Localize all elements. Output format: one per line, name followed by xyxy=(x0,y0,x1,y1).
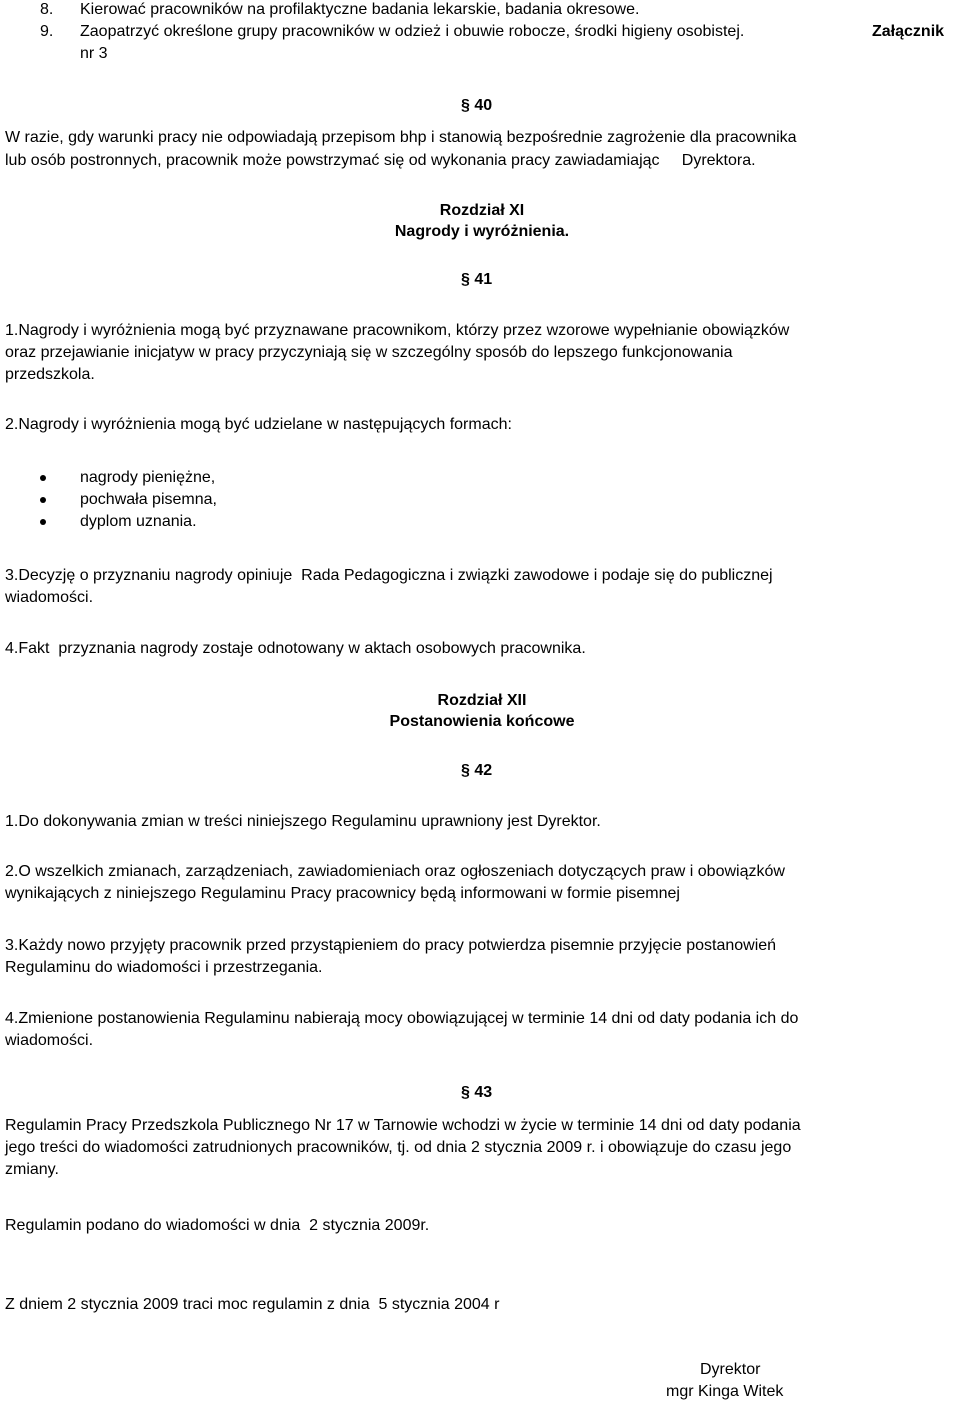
section-title-40: § 40 xyxy=(461,97,493,114)
paragraph-line: wiadomości. xyxy=(5,1032,94,1049)
paragraph-line: oraz przejawianie inicjatyw w pracy przyczyniają się w szczególny sposób do lepszego funkcjonowania xyxy=(5,344,733,361)
signature-name: mgr Kinga Witek xyxy=(666,1383,784,1400)
list-item-text: Zaopatrzyć określone grupy pracowników w odzież i obuwie robocze, środki higieny osobistej. xyxy=(80,23,745,40)
paragraph-line: zmiany. xyxy=(5,1161,59,1178)
list-item-text: Kierować pracowników na profilaktyczne badania lekarskie, badania okresowe. xyxy=(80,1,640,18)
paragraph-line: 2.O wszelkich zmianach, zarządzeniach, zawiadomieniach oraz ogłoszeniach dotyczących praw i obowiązków xyxy=(5,863,785,880)
chapter-heading: Rozdział XI xyxy=(439,202,525,219)
paragraph-line: 3.Każdy nowo przyjęty pracownik przed przystąpieniem do pracy potwierdza pisemnie przyjęcie postanowień xyxy=(5,937,777,954)
list-item: dyplom uznania. xyxy=(80,513,197,530)
chapter-subheading: Nagrody i wyróżnienia. xyxy=(394,223,570,240)
paragraph-line: Z dniem 2 stycznia 2009 traci moc regulamin z dnia 5 stycznia 2004 r xyxy=(5,1296,500,1313)
annex-label: Załącznik xyxy=(872,23,945,40)
paragraph-line: 3.Decyzję o przyznaniu nagrody opiniuje Rada Pedagogiczna i związki zawodowe i podaje się do publicznej xyxy=(5,567,773,584)
paragraph-line: jego treści do wiadomości zatrudnionych pracowników, tj. od dnia 2 stycznia 2009 r. i obowiązuje do czasu jego xyxy=(5,1139,792,1156)
paragraph-line: W razie, gdy warunki pracy nie odpowiadają przepisom bhp i stanowią bezpośrednie zagrożenie dla pracownika xyxy=(5,129,797,146)
bullet-icon xyxy=(40,519,46,525)
chapter-subheading: Postanowienia końcowe xyxy=(389,713,575,730)
list-number: 9. xyxy=(40,23,54,40)
paragraph-line: 2.Nagrody i wyróżnienia mogą być udzielane w następujących formach: xyxy=(5,416,512,433)
list-item: nagrody pieniężne, xyxy=(80,469,216,486)
bullet-icon xyxy=(40,475,46,481)
paragraph-line: 4.Zmienione postanowienia Regulaminu nabierają mocy obowiązującej w terminie 14 dni od daty podania ich do xyxy=(5,1010,799,1027)
paragraph-line: 1.Nagrody i wyróżnienia mogą być przyznawane pracownikom, którzy przez wzorowe wypełnianie obowiązków xyxy=(5,322,790,339)
paragraph-line: wynikających z niniejszego Regulaminu Pracy pracownicy będą informowani w formie pisemnej xyxy=(5,885,680,902)
paragraph-line: przedszkola. xyxy=(5,366,95,383)
list-number: 8. xyxy=(40,1,54,18)
paragraph-line: 1.Do dokonywania zmian w treści niniejszego Regulaminu uprawniony jest Dyrektor. xyxy=(5,813,601,830)
paragraph-line: wiadomości. xyxy=(5,589,94,606)
section-title-43: § 43 xyxy=(461,1084,493,1101)
paragraph-line: Regulamin Pracy Przedszkola Publicznego Nr 17 w Tarnowie wchodzi w życie w terminie 14 dni od daty podania xyxy=(5,1117,801,1134)
list-item: pochwała pisemna, xyxy=(80,491,217,508)
chapter-heading: Rozdział XII xyxy=(437,692,527,709)
paragraph-line: Regulaminu do wiadomości i przestrzegania. xyxy=(5,959,323,976)
section-title-42: § 42 xyxy=(461,762,493,779)
bullet-icon xyxy=(40,497,46,503)
paragraph-line: 4.Fakt przyznania nagrody zostaje odnotowany w aktach osobowych pracownika. xyxy=(5,640,586,657)
annex-number: nr 3 xyxy=(80,45,108,62)
paragraph-line: Regulamin podano do wiadomości w dnia 2 stycznia 2009r. xyxy=(5,1217,430,1234)
paragraph-line: lub osób postronnych, pracownik może powstrzymać się od wykonania pracy zawiadamiając Dyrektora. xyxy=(5,152,756,169)
signature-role: Dyrektor xyxy=(700,1361,761,1378)
section-title-41: § 41 xyxy=(461,271,493,288)
